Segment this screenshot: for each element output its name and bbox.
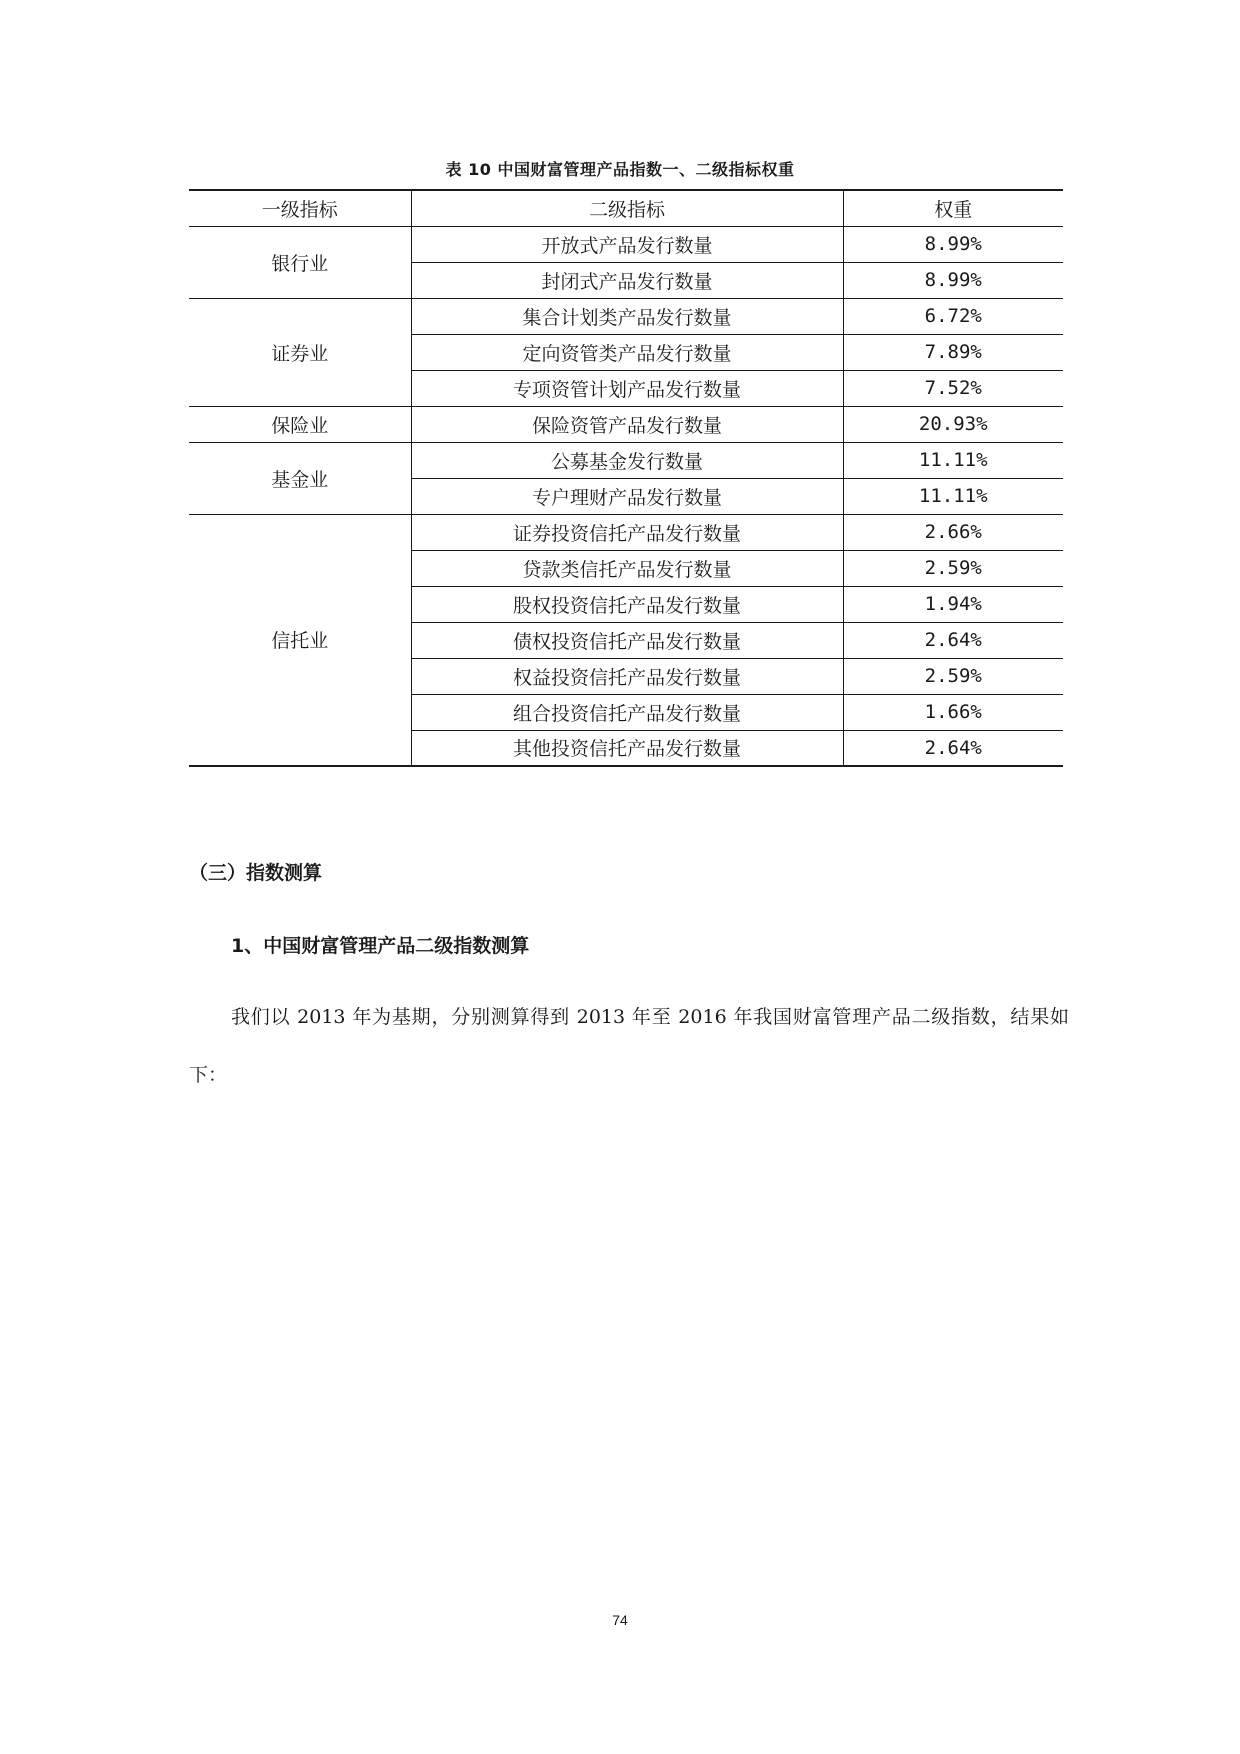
level2-cell: 专项资管计划产品发行数量 bbox=[411, 370, 843, 406]
weight-cell: 11.11% bbox=[843, 442, 1063, 478]
header-level1: 一级指标 bbox=[189, 190, 411, 226]
section-heading: （三）指数测算 bbox=[189, 862, 323, 884]
table-row bbox=[189, 226, 1063, 262]
level1-cell: 银行业 bbox=[189, 226, 411, 298]
level1-cell: 基金业 bbox=[189, 442, 411, 514]
level2-cell: 其他投资信托产品发行数量 bbox=[411, 730, 843, 766]
body-paragraph: 我们以 2013 年为基期，分别测算得到 2013 年至 2016 年我国财富管理产品二级指数，结果如下： bbox=[189, 1006, 1069, 1086]
table-row bbox=[189, 298, 1063, 334]
table-header-row bbox=[189, 190, 1063, 226]
level2-cell: 集合计划类产品发行数量 bbox=[411, 298, 843, 334]
weights-table bbox=[189, 189, 1063, 767]
weight-cell: 1.66% bbox=[843, 694, 1063, 730]
weight-cell: 2.64% bbox=[843, 622, 1063, 658]
level2-cell: 封闭式产品发行数量 bbox=[411, 262, 843, 298]
table-row bbox=[189, 406, 1063, 442]
header-weight: 权重 bbox=[843, 190, 1063, 226]
header-level2: 二级指标 bbox=[411, 190, 843, 226]
weight-cell: 2.66% bbox=[843, 514, 1063, 550]
level2-cell: 专户理财产品发行数量 bbox=[411, 478, 843, 514]
weight-cell: 8.99% bbox=[843, 226, 1063, 262]
level1-cell: 证券业 bbox=[189, 298, 411, 406]
level2-cell: 权益投资信托产品发行数量 bbox=[411, 658, 843, 694]
subsection-heading: 1、中国财富管理产品二级指数测算 bbox=[231, 935, 530, 957]
weight-cell: 2.59% bbox=[843, 658, 1063, 694]
level2-cell: 组合投资信托产品发行数量 bbox=[411, 694, 843, 730]
weight-cell: 7.89% bbox=[843, 334, 1063, 370]
level2-cell: 开放式产品发行数量 bbox=[411, 226, 843, 262]
level1-cell: 信托业 bbox=[189, 514, 411, 766]
weight-cell: 20.93% bbox=[843, 406, 1063, 442]
weight-cell: 8.99% bbox=[843, 262, 1063, 298]
level2-cell: 公募基金发行数量 bbox=[411, 442, 843, 478]
level2-cell: 贷款类信托产品发行数量 bbox=[411, 550, 843, 586]
weight-cell: 7.52% bbox=[843, 370, 1063, 406]
level2-cell: 定向资管类产品发行数量 bbox=[411, 334, 843, 370]
level2-cell: 股权投资信托产品发行数量 bbox=[411, 586, 843, 622]
level1-cell: 保险业 bbox=[189, 406, 411, 442]
weight-cell: 2.59% bbox=[843, 550, 1063, 586]
level2-cell: 保险资管产品发行数量 bbox=[411, 406, 843, 442]
weight-cell: 2.64% bbox=[843, 730, 1063, 766]
weight-cell: 11.11% bbox=[843, 478, 1063, 514]
level2-cell: 债权投资信托产品发行数量 bbox=[411, 622, 843, 658]
table-row bbox=[189, 442, 1063, 478]
weight-cell: 1.94% bbox=[843, 586, 1063, 622]
weight-cell: 6.72% bbox=[843, 298, 1063, 334]
table-caption: 表 10 中国财富管理产品指数一、二级指标权重 bbox=[445, 160, 795, 179]
table-body bbox=[189, 226, 1063, 766]
page-number: 74 bbox=[612, 1612, 628, 1628]
level2-cell: 证券投资信托产品发行数量 bbox=[411, 514, 843, 550]
table-row bbox=[189, 514, 1063, 550]
